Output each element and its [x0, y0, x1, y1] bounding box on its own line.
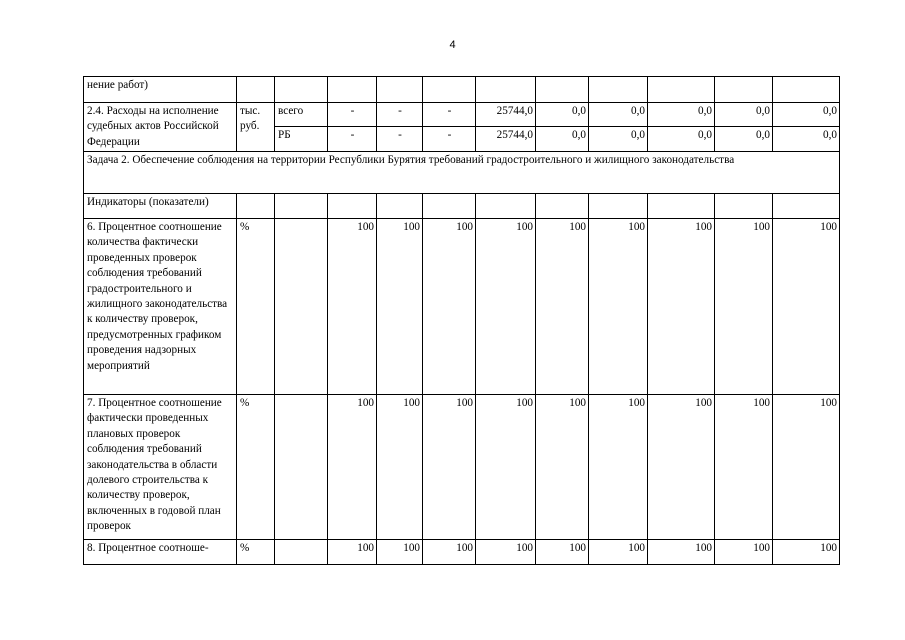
value-cell: 25744,0 — [476, 127, 536, 152]
table-row — [84, 540, 840, 565]
value-cell: 100 — [589, 219, 648, 395]
value-cell: 100 — [589, 540, 648, 565]
value-cell: 100 — [773, 540, 840, 565]
table-row — [84, 77, 840, 103]
task-heading: Задача 2. Обеспечение соблюдения на территории Республики Бурятия требований градостроительного и жилищного законодательства — [84, 152, 840, 194]
value-cell: - — [377, 127, 423, 152]
unit-cell: % — [237, 540, 275, 565]
value-cell: 0,0 — [715, 103, 773, 127]
value-cell: 100 — [328, 395, 377, 540]
table-row — [84, 152, 840, 194]
value-cell: 100 — [328, 219, 377, 395]
unit-cell: % — [237, 219, 275, 395]
value-cell: 0,0 — [536, 103, 589, 127]
value-cell: 100 — [715, 219, 773, 395]
section-label: Индикаторы (показатели) — [84, 194, 237, 219]
value-cell: 100 — [536, 540, 589, 565]
value-cell: 100 — [536, 395, 589, 540]
value-cell: 100 — [589, 395, 648, 540]
value-cell: 100 — [648, 540, 715, 565]
unit-cell: тыс. руб. — [237, 103, 275, 152]
value-cell: 0,0 — [589, 127, 648, 152]
value-cell: 25744,0 — [476, 103, 536, 127]
value-cell: 100 — [536, 219, 589, 395]
value-cell: 100 — [715, 395, 773, 540]
table-row — [84, 103, 840, 127]
value-cell: - — [328, 103, 377, 127]
value-cell: 0,0 — [715, 127, 773, 152]
value-cell: 0,0 — [773, 103, 840, 127]
funding-type: всего — [275, 103, 328, 127]
unit-cell: % — [237, 395, 275, 540]
value-cell: 100 — [423, 395, 476, 540]
value-cell: 100 — [773, 219, 840, 395]
value-cell: 100 — [377, 395, 423, 540]
value-cell: - — [377, 103, 423, 127]
value-cell: 0,0 — [648, 103, 715, 127]
row-label: 2.4. Расходы на исполнение судебных актов Российской Федерации — [84, 103, 237, 152]
table-row — [84, 219, 840, 395]
value-cell: 100 — [423, 540, 476, 565]
value-cell: 100 — [648, 395, 715, 540]
value-cell: 0,0 — [648, 127, 715, 152]
value-cell: 100 — [476, 219, 536, 395]
value-cell: 100 — [648, 219, 715, 395]
row-label: 7. Процентное соотношение фактически проведенных плановых проверок соблюдения требований законодательства в области долевого строительства к количеству проверок, включенных в годовой план проверок — [84, 395, 237, 540]
value-cell: - — [423, 103, 476, 127]
table-row — [84, 395, 840, 540]
table-row — [84, 194, 840, 219]
row-label: 6. Процентное соотношение количества фактически проведенных проверок соблюдения требований градостроительного и жилищного законодательства к количеству проверок, предусмотренных графиком проведения надзорных мероприятий — [84, 219, 237, 395]
row-label: нение работ) — [84, 77, 237, 103]
value-cell: 100 — [773, 395, 840, 540]
page-number: 4 — [449, 39, 456, 51]
value-cell: 0,0 — [773, 127, 840, 152]
funding-type: РБ — [275, 127, 328, 152]
value-cell: 100 — [715, 540, 773, 565]
value-cell: - — [423, 127, 476, 152]
value-cell: 100 — [377, 540, 423, 565]
program-table — [83, 76, 840, 565]
value-cell: 100 — [476, 395, 536, 540]
value-cell: - — [328, 127, 377, 152]
row-label: 8. Процентное соотноше- — [84, 540, 237, 565]
value-cell: 0,0 — [589, 103, 648, 127]
value-cell: 100 — [377, 219, 423, 395]
value-cell: 0,0 — [536, 127, 589, 152]
value-cell: 100 — [476, 540, 536, 565]
value-cell: 100 — [423, 219, 476, 395]
value-cell: 100 — [328, 540, 377, 565]
